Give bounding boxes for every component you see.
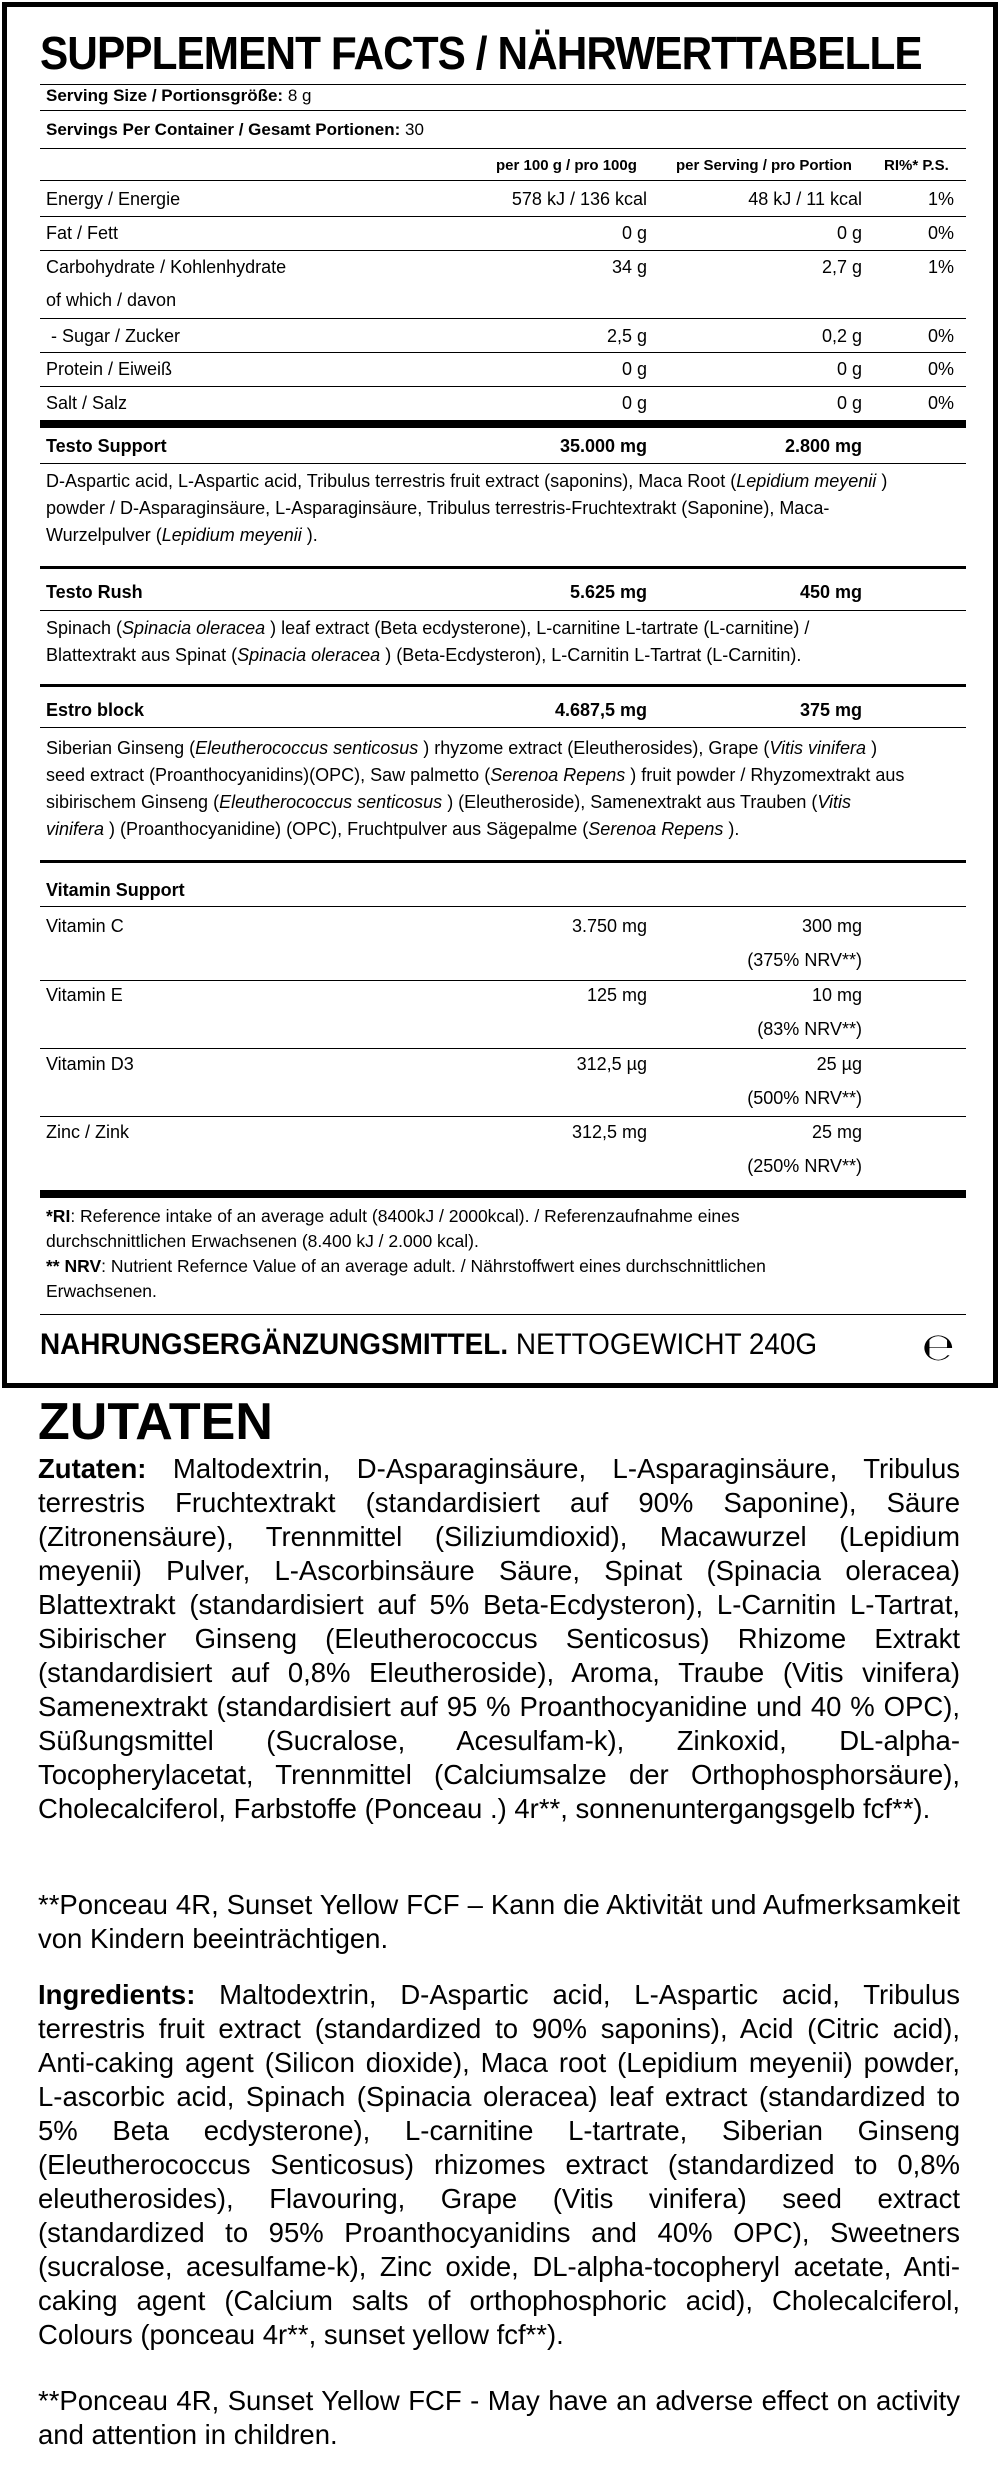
divider — [40, 610, 966, 611]
desc-text: Spinach ( — [46, 618, 123, 638]
divider — [40, 180, 966, 181]
row-per100: 2,5 g — [606, 326, 647, 346]
testo-rush-description — [46, 615, 946, 669]
row-serving: 0 g — [836, 359, 862, 379]
vitamin-serving: 25 µg — [816, 1054, 862, 1074]
vitamin-serving: 10 mg — [811, 985, 862, 1005]
ingredients-title: ZUTATEN — [38, 1393, 273, 1451]
desc-text: ) leaf extract (Beta ecdysterone), L-carnitine L-tartrate (L-carnitine) / — [265, 618, 810, 638]
desc-italic: Vitis — [817, 792, 852, 812]
desc-text: seed extract (Proanthocyanidins)(OPC), Saw palmetto ( — [46, 765, 491, 785]
divider — [40, 980, 966, 981]
divider — [40, 1314, 966, 1315]
testo-support-description — [46, 468, 946, 549]
desc-italic: Spinacia oleracea — [122, 618, 266, 638]
divider — [40, 318, 966, 319]
vitamin-support-title: Vitamin Support — [46, 880, 185, 900]
row-name: of which / davon — [46, 290, 177, 310]
ingredients-en — [38, 1978, 960, 2352]
label-title: SUPPLEMENT FACTS / NÄHRWERTTABELLE — [40, 27, 922, 79]
servings-value: 30 — [405, 120, 424, 139]
net-weight-line — [40, 1328, 817, 1362]
vitamin-serving: 300 mg — [801, 916, 862, 936]
divider-medium — [40, 860, 966, 863]
estro-block-serving: 375 mg — [799, 700, 862, 720]
vitamin-per100: 312,5 µg — [576, 1054, 647, 1074]
estro-block-description — [46, 735, 946, 843]
row-name: Fat / Fett — [46, 223, 119, 243]
row-name: Protein / Eiweiß — [46, 359, 173, 379]
vitamin-nrv: (83% NRV**) — [757, 1019, 862, 1039]
desc-italic: vinifera — [46, 819, 105, 839]
divider-medium — [40, 684, 966, 687]
row-per100: 578 kJ / 136 kcal — [511, 189, 647, 209]
row-serving: 0 g — [836, 223, 862, 243]
row-ri: 1% — [927, 257, 954, 277]
desc-italic: Serenoa Repens — [588, 819, 724, 839]
desc-text: D-Aspartic acid, L-Aspartic acid, Tribulus terrestris fruit extract (saponins), Maca Root ( — [46, 471, 737, 491]
vitamin-per100: 3.750 mg — [571, 916, 647, 936]
desc-text: Siberian Ginseng ( — [46, 738, 196, 758]
divider — [40, 727, 966, 728]
food-supplement-label: NAHRUNGSERGÄNZUNGSMITTEL. — [40, 1328, 509, 1361]
footnote-text: : Nutrient Refernce Value of an average adult. / Nährstoffwert eines durchschnittlichen — [101, 1256, 766, 1276]
desc-text: ). — [301, 525, 318, 545]
ingredients-en-note: **Ponceau 4R, Sunset Yellow FCF - May have an adverse effect on activity and attention in children. — [38, 2385, 960, 2450]
divider — [40, 386, 966, 387]
divider — [40, 216, 966, 217]
col-header-serving: per Serving / pro Portion — [676, 157, 852, 174]
row-serving: 2,7 g — [821, 257, 862, 277]
divider — [40, 1116, 966, 1117]
desc-text: ) fruit powder / Rhyzomextrakt aus — [625, 765, 905, 785]
net-weight-label: NETTOGEWICHT 240G — [508, 1328, 818, 1361]
serving-size-label: Serving Size / Portionsgröße: — [46, 86, 284, 105]
ingredients-en-text: Maltodextrin, D-Aspartic acid, L-Aspartic acid, Tribulus terrestris fruit extract (standardized to 90% saponins), Acid (Citric acid), Anti-caking agent (Silicon dioxide), Maca root (Lepidium meyenii) powder, L-ascorbic acid, Spinach (Spinacia oleracea) leaf extract (standardized to 5% Beta ecdysterone), L-carnitine L-tartrate, Siberian Ginseng (Eleutherococcus Senticosus) rhizomes extract (standardized to 0,8% eleutherosides), Flavouring, Grape (Vitis vinifera) seed extract (standardized to 95% Proanthocyanidins and 40% OPC), Sweetners (sucralose, acesulfame-k), Zinc oxide, DL-alpha-tocopheryl acetate, Anti-caking agent (Calcium salts of orthophosphoric acid), Cholecalciferol, Colours (ponceau 4r**, sunset yellow fcf**). — [38, 1979, 960, 2350]
testo-rush-serving: 450 mg — [799, 582, 862, 602]
footnote-text: : Reference intake of an average adult (8400kJ / 2000kcal). / Referenzaufnahme eines — [70, 1206, 740, 1226]
ingredients-de-heading: Zutaten: — [38, 1453, 147, 1484]
estimated-sign-icon: ℮ — [922, 1325, 955, 1369]
vitamin-nrv: (250% NRV**) — [747, 1156, 862, 1176]
vitamin-name: Vitamin C — [46, 916, 124, 936]
ingredients-de-note: **Ponceau 4R, Sunset Yellow FCF – Kann die Aktivität und Aufmerksamkeit von Kindern beeinträchtigen. — [38, 1889, 960, 1954]
desc-text: ) rhyzome extract (Eleutherosides), Grape ( — [418, 738, 770, 758]
divider — [40, 250, 966, 251]
row-name: Energy / Energie — [46, 189, 181, 209]
desc-text: ) — [876, 471, 888, 491]
estro-block-name: Estro block — [46, 700, 145, 720]
divider — [40, 463, 966, 464]
desc-text: Blattextrakt aus Spinat ( — [46, 645, 238, 665]
footnote-text: Erwachsenen. — [46, 1281, 157, 1301]
ingredients-de — [38, 1452, 960, 1826]
ingredients-de-text: Maltodextrin, D-Asparaginsäure, L-Asparaginsäure, Tribulus terrestris Fruchtextrakt (standardisiert auf 90% Saponine), Säure (Zitronensäure), Trennmittel (Siliziumdioxid), Macawurzel (Lepidium meyenii) Pulver, L-Ascorbinsäure Säure, Spinat (Spinacia oleracea) Blattextrakt (standardisiert auf 5% Beta-Ecdysteron), L-Carnitin L-Tartrat, Sibirischer Ginseng (Eleutherococcus Senticosus) Rhizome Extrakt (standardisiert auf 0,8% Eleutheroside), Aroma, Traube (Vitis vinifera) Samenextrakt (standardisiert auf 95 % Proanthocyanidine und 40 % OPC), Süßungsmittel (Sucralose, Acesulfam-k), Zinkoxid, DL-alpha-Tocopherylacetat, Trennmittel (Calciumsalze der Orthophosphorsäure), Cholecalciferol, Farbstoffe (Ponceau .) 4r**, sonnenuntergangsgelb fcf**). — [38, 1453, 960, 1824]
divider — [40, 1048, 966, 1049]
testo-support-name: Testo Support — [46, 436, 167, 456]
row-ri: 0% — [927, 326, 954, 346]
desc-text: ) (Beta-Ecdysteron), L-Carnitin L-Tartrat (L-Carnitin). — [380, 645, 802, 665]
serving-size-value: 8 g — [287, 86, 312, 105]
desc-italic: Spinacia oleracea — [237, 645, 381, 665]
vitamin-per100: 125 mg — [586, 985, 647, 1005]
footnotes — [46, 1204, 946, 1304]
col-header-ri: RI%* P.S. — [884, 157, 949, 174]
desc-text: sibirischem Ginseng ( — [46, 792, 220, 812]
desc-text: ) (Proanthocyanidine) (OPC), Fruchtpulver aus Sägepalme ( — [104, 819, 589, 839]
row-name: Salt / Salz — [46, 393, 128, 413]
vitamin-name: Vitamin E — [46, 985, 123, 1005]
divider — [40, 352, 966, 353]
servings-label: Servings Per Container / Gesamt Portionen: — [46, 120, 401, 139]
row-ri: 0% — [927, 393, 954, 413]
desc-italic: Serenoa Repens — [490, 765, 626, 785]
col-header-per100: per 100 g / pro 100g — [496, 157, 637, 174]
testo-support-serving: 2.800 mg — [784, 436, 862, 456]
vitamin-nrv: (500% NRV**) — [747, 1088, 862, 1108]
desc-text: ) — [866, 738, 878, 758]
divider — [40, 906, 966, 907]
footnote-ri-marker: *RI — [46, 1206, 71, 1226]
footnote-nrv-marker: ** NRV — [46, 1256, 102, 1276]
vitamin-nrv: (375% NRV**) — [747, 950, 862, 970]
divider-medium — [40, 566, 966, 569]
desc-italic: Lepidium meyenii — [161, 525, 302, 545]
divider-thick — [40, 1190, 966, 1198]
desc-italic: Vitis vinifera — [769, 738, 867, 758]
testo-rush-per100: 5.625 mg — [569, 582, 647, 602]
desc-text: ) (Eleutheroside), Samenextrakt aus Trauben ( — [442, 792, 818, 812]
testo-support-per100: 35.000 mg — [559, 436, 647, 456]
row-per100: 0 g — [621, 393, 647, 413]
desc-italic: Lepidium meyenii — [736, 471, 877, 491]
ingredients-en-heading: Ingredients: — [38, 1979, 196, 2010]
vitamin-per100: 312,5 mg — [571, 1122, 647, 1142]
row-serving: 0,2 g — [821, 326, 862, 346]
servings-per-container — [46, 120, 424, 140]
row-ri: 0% — [927, 223, 954, 243]
row-serving: 48 kJ / 11 kcal — [748, 189, 862, 209]
desc-italic: Eleutherococcus senticosus — [195, 738, 419, 758]
desc-italic: Eleutherococcus senticosus — [219, 792, 443, 812]
serving-size — [46, 86, 311, 106]
divider — [40, 84, 966, 85]
divider-thick — [40, 420, 966, 428]
row-ri: 1% — [927, 189, 954, 209]
row-name: - Sugar / Zucker — [46, 326, 181, 346]
desc-text: ). — [723, 819, 740, 839]
desc-text: powder / D-Asparaginsäure, L-Asparaginsäure, Tribulus terrestris-Fruchtextrakt (Saponine), Maca- — [46, 498, 830, 518]
estro-block-per100: 4.687,5 mg — [554, 700, 647, 720]
vitamin-serving: 25 mg — [811, 1122, 862, 1142]
row-per100: 34 g — [611, 257, 647, 277]
row-per100: 0 g — [621, 223, 647, 243]
divider — [40, 148, 966, 149]
divider — [40, 110, 966, 111]
desc-text: Wurzelpulver ( — [46, 525, 162, 545]
row-name: Carbohydrate / Kohlenhydrate — [46, 257, 287, 277]
row-ri: 0% — [927, 359, 954, 379]
row-per100: 0 g — [621, 359, 647, 379]
footnote-text: durchschnittlichen Erwachsenen (8.400 kJ / 2.000 kcal). — [46, 1231, 479, 1251]
testo-rush-name: Testo Rush — [46, 582, 143, 602]
row-serving: 0 g — [836, 393, 862, 413]
vitamin-name: Zinc / Zink — [46, 1122, 130, 1142]
vitamin-name: Vitamin D3 — [46, 1054, 134, 1074]
